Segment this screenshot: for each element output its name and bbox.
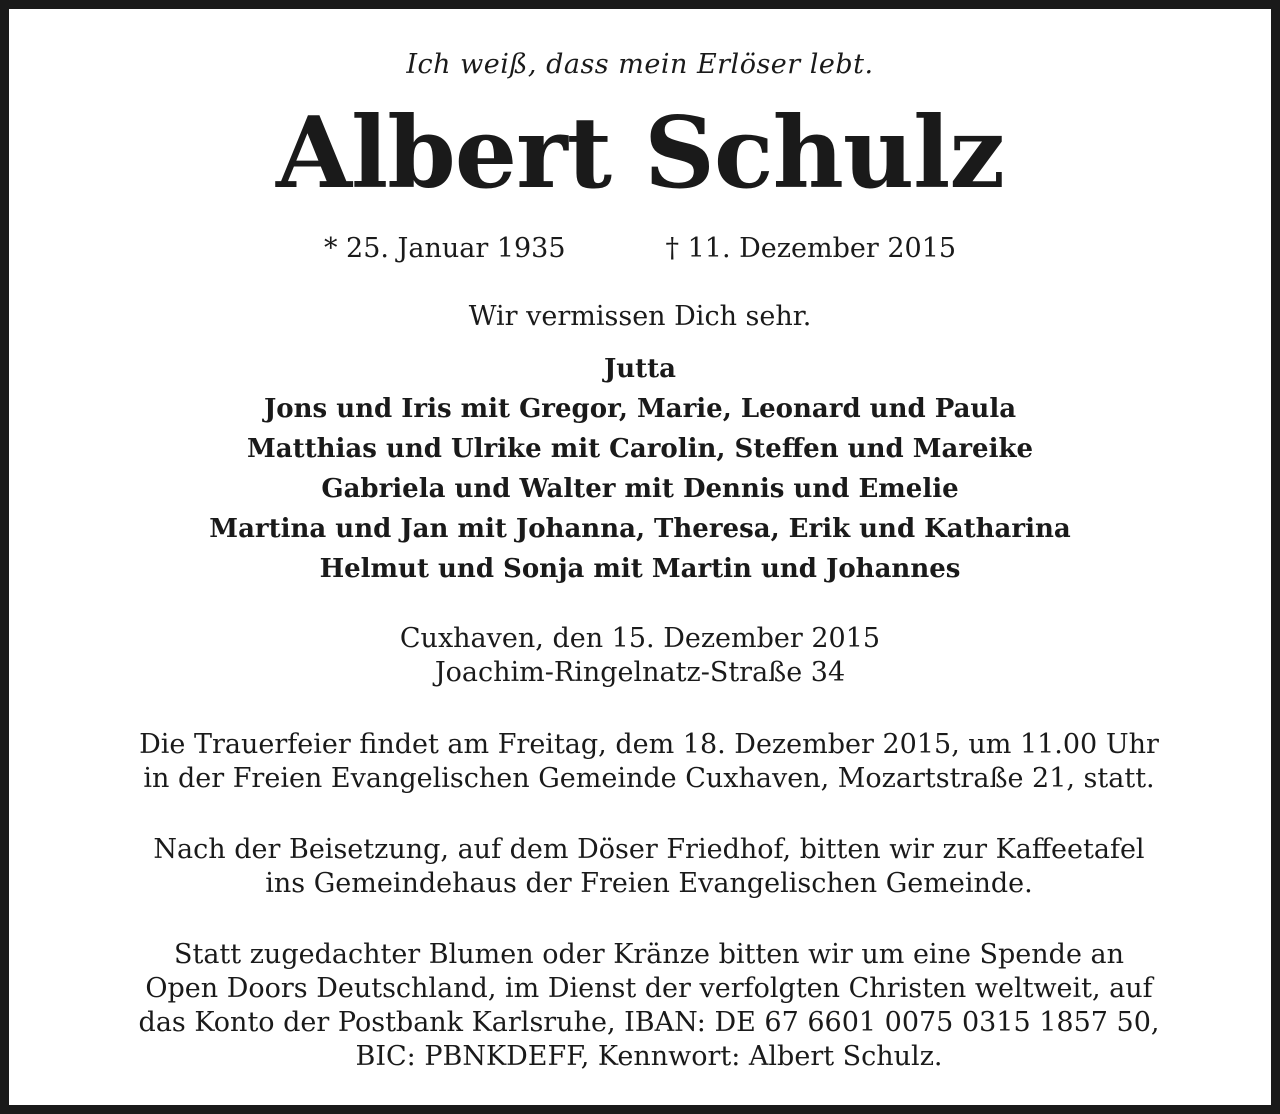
coffee-line: Nach der Beisetzung, auf dem Döser Friedhof, bitten wir zur Kaffeetafel xyxy=(153,834,1145,865)
mourner-line: Jutta xyxy=(603,354,677,384)
place-date: Cuxhaven, den 15. Dezember 2015 xyxy=(399,623,881,654)
deceased-name: Albert Schulz xyxy=(276,96,1004,211)
mourner-line: Gabriela und Walter mit Dennis und Emelie xyxy=(321,474,959,504)
mourner-line: Matthias und Ulrike mit Carolin, Steffen und Mareike xyxy=(246,434,1034,464)
mourner-line: Martina und Jan mit Johanna, Theresa, Erik und Katharina xyxy=(209,514,1071,544)
donation-request xyxy=(69,938,1229,1074)
place-and-address xyxy=(9,622,1271,690)
funeral-line: Die Trauerfeier findet am Freitag, dem 18. Dezember 2015, um 11.00 Uhr xyxy=(139,729,1159,760)
funeral-line: in der Freien Evangelischen Gemeinde Cuxhaven, Mozartstraße 21, statt. xyxy=(143,763,1155,794)
address: Joachim-Ringelnatz-Straße 34 xyxy=(434,657,846,688)
death-date: † 11. Dezember 2015 xyxy=(665,233,957,264)
donation-line: Statt zugedachter Blumen oder Kränze bitten wir um eine Spende an xyxy=(173,939,1124,970)
donation-line: BIC: PBNKDEFF, Kennwort: Albert Schulz. xyxy=(355,1041,943,1072)
funeral-info xyxy=(69,728,1229,796)
mourners-list xyxy=(9,349,1271,589)
birth-date: * 25. Januar 1935 xyxy=(323,233,566,264)
coffee-invitation xyxy=(69,833,1229,901)
life-dates xyxy=(9,233,1271,264)
coffee-line: ins Gemeindehaus der Freien Evangelischen Gemeinde. xyxy=(265,868,1033,899)
mourner-line: Helmut und Sonja mit Martin und Johannes xyxy=(319,554,961,584)
mourner-line: Jons und Iris mit Gregor, Marie, Leonard und Paula xyxy=(263,394,1017,424)
motto-verse: Ich weiß, dass mein Erlöser lebt. xyxy=(406,49,874,80)
donation-line: Open Doors Deutschland, im Dienst der verfolgten Christen weltweit, auf xyxy=(145,973,1153,1004)
donation-line: das Konto der Postbank Karlsruhe, IBAN: DE 67 6601 0075 0315 1857 50, xyxy=(138,1007,1160,1038)
farewell-message: Wir vermissen Dich sehr. xyxy=(468,301,812,332)
